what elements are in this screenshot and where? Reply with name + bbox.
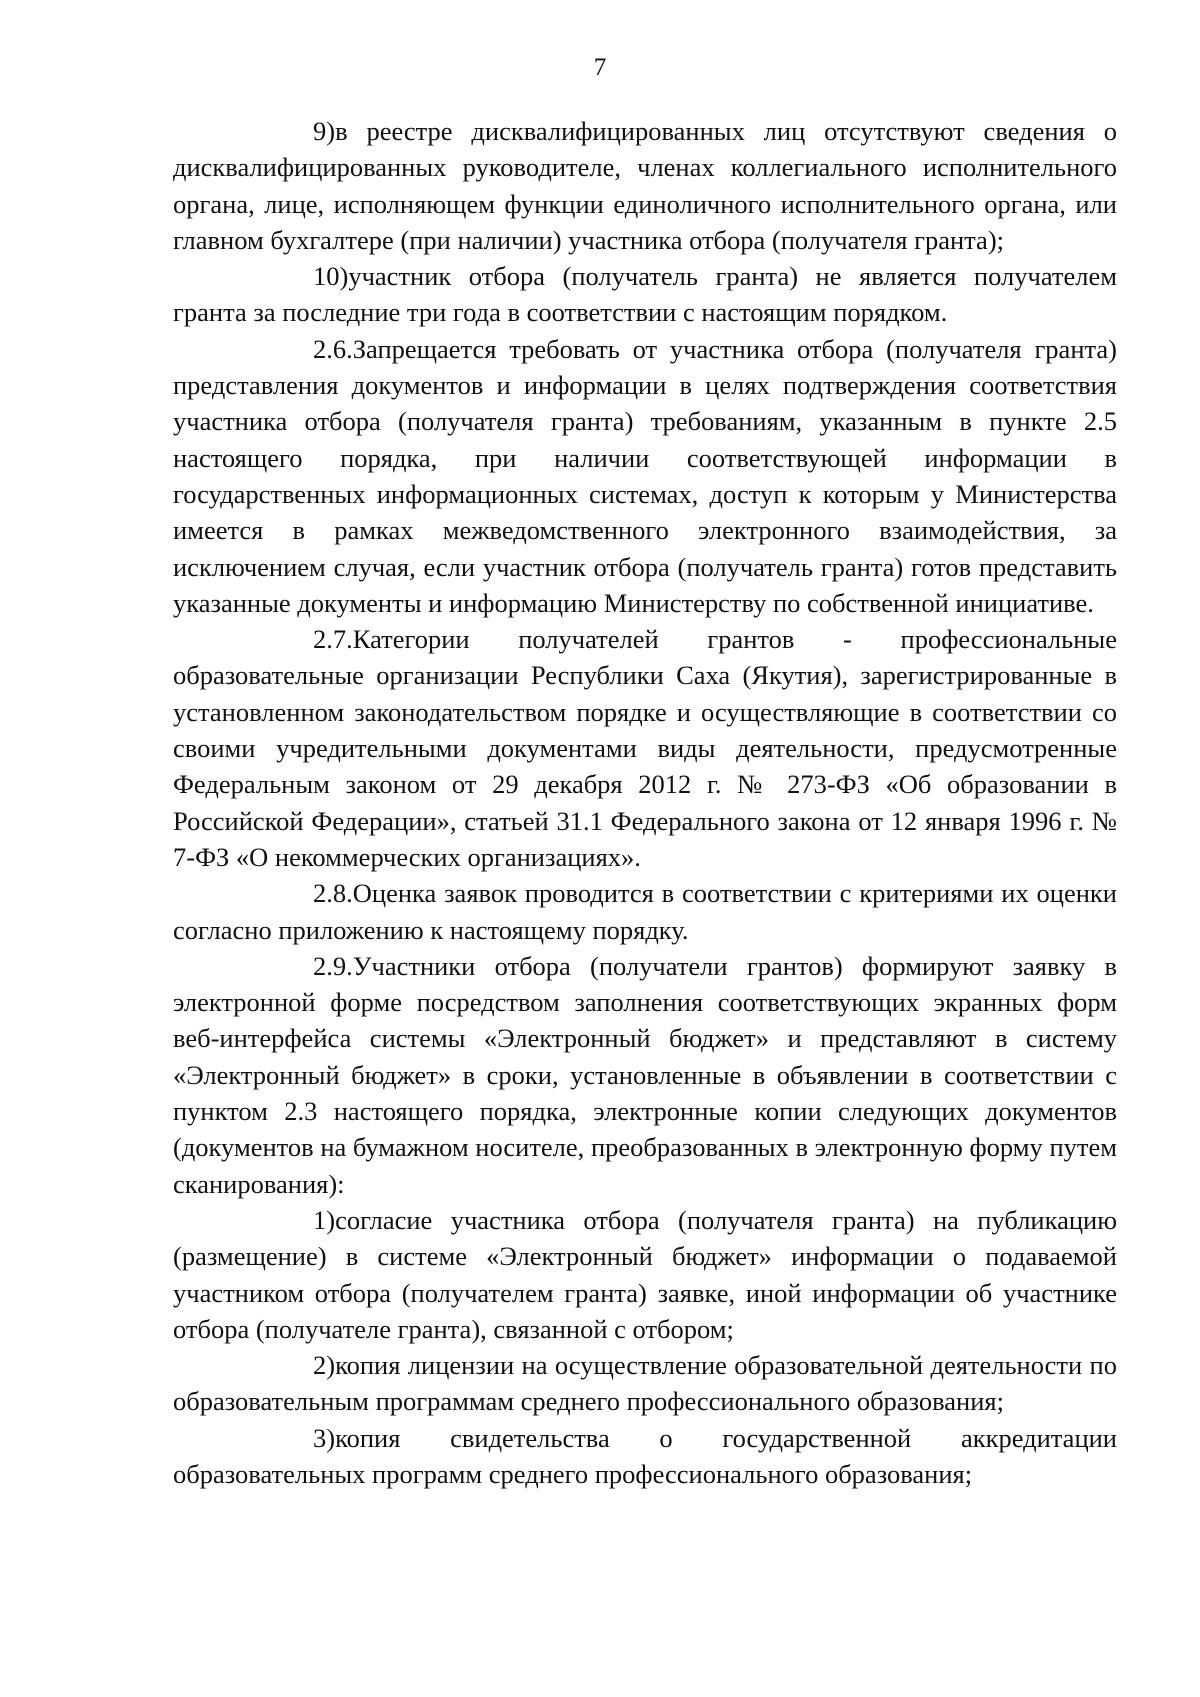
page-number: 7	[593, 54, 607, 81]
paragraph-item-2	[173, 1347, 1117, 1420]
paragraph-item-10	[173, 258, 1117, 331]
paragraph-2-6	[173, 331, 1117, 621]
paragraph-number: 9)	[313, 116, 336, 146]
paragraph-number: 3)	[313, 1422, 336, 1453]
paragraph-text: копия лицензии на осуществление образовательной деятельности по образовательным программам среднего профессионального образования;	[173, 1350, 1117, 1417]
paragraph-text: Запрещается требовать от участника отбора (получателя гранта) представления документов и информации в целях подтверждения соответствия участника отбора (получателя гранта) требованиям, указанным в пункте 2.5 настоящего порядка, при наличии соответствующей информации в государственных информационных системах, доступ к которым у Министерства имеется в рамках межведомственного электронного взаимодействия, за исключением случая, если участник отбора (получатель гранта) готов представить указанные документы и информацию Министерству по собственной инициативе.	[173, 333, 1117, 618]
paragraph-number: 2.8.	[313, 878, 353, 909]
paragraph-item-1	[173, 1202, 1117, 1347]
paragraph-text: в реестре дисквалифицированных лиц отсутствуют сведения о дисквалифицированных руководителе, членах коллегиального исполнительного органа, лице, исполняющем функции единоличного исполнительного органа, или главном бухгалтере (при наличии) участника отбора (получателя гранта);	[173, 116, 1117, 255]
document-body	[173, 113, 1117, 1492]
paragraph-number: 2.7.	[313, 624, 353, 655]
paragraph-number: 1)	[313, 1204, 336, 1235]
paragraph-item-9	[173, 113, 1117, 258]
paragraph-text: Категории получателей грантов - профессиональные образовательные организации Республики Саха (Якутия), зарегистрированные в установленном законодательством порядке и осуществляющие в соответствии со своими учредительными документами виды деятельности, предусмотренные Федеральным законом от 29 декабря 2012 г. № 273-ФЗ «Об образовании в Российской Федерации», статьей 31.1 Федерального закона от 12 января 1996 г. № 7-ФЗ «О некоммерческих организациях».	[173, 624, 1117, 872]
paragraph-text: участник отбора (получатель гранта) не является получателем гранта за последние три года в соответствии с настоящим порядком.	[173, 261, 1117, 328]
paragraph-text: Участники отбора (получатели грантов) формируют заявку в электронной форме посредством заполнения соответствующих экранных форм веб-интерфейса системы «Электронный бюджет» и представляют в систему «Электронный бюджет» в сроки, установленные в объявлении в соответствии с пунктом 2.3 настоящего порядка, электронные копии следующих документов (документов на бумажном носителе, преобразованных в электронную форму путем сканирования):	[173, 950, 1117, 1199]
paragraph-2-7	[173, 621, 1117, 875]
paragraph-text: согласие участника отбора (получателя гранта) на публикацию (размещение) в системе «Электронный бюджет» информации о подаваемой участником отбора (получателем гранта) заявке, иной информации об участнике отбора (получателе гранта), связанной с отбором;	[173, 1204, 1117, 1344]
paragraph-number: 10)	[313, 261, 349, 292]
paragraph-number: 2)	[313, 1350, 336, 1381]
paragraph-2-9	[173, 948, 1117, 1202]
paragraph-text: Оценка заявок проводится в соответствии с критериями их оценки согласно приложению к настоящему порядку.	[173, 878, 1117, 945]
paragraph-2-8	[173, 875, 1117, 948]
paragraph-number: 2.6.	[313, 333, 353, 364]
paragraph-item-3	[173, 1420, 1117, 1493]
paragraph-number: 2.9.	[313, 950, 353, 981]
paragraph-text: копия свидетельства о государственной аккредитации образовательных программ среднего профессионального образования;	[173, 1422, 1117, 1489]
